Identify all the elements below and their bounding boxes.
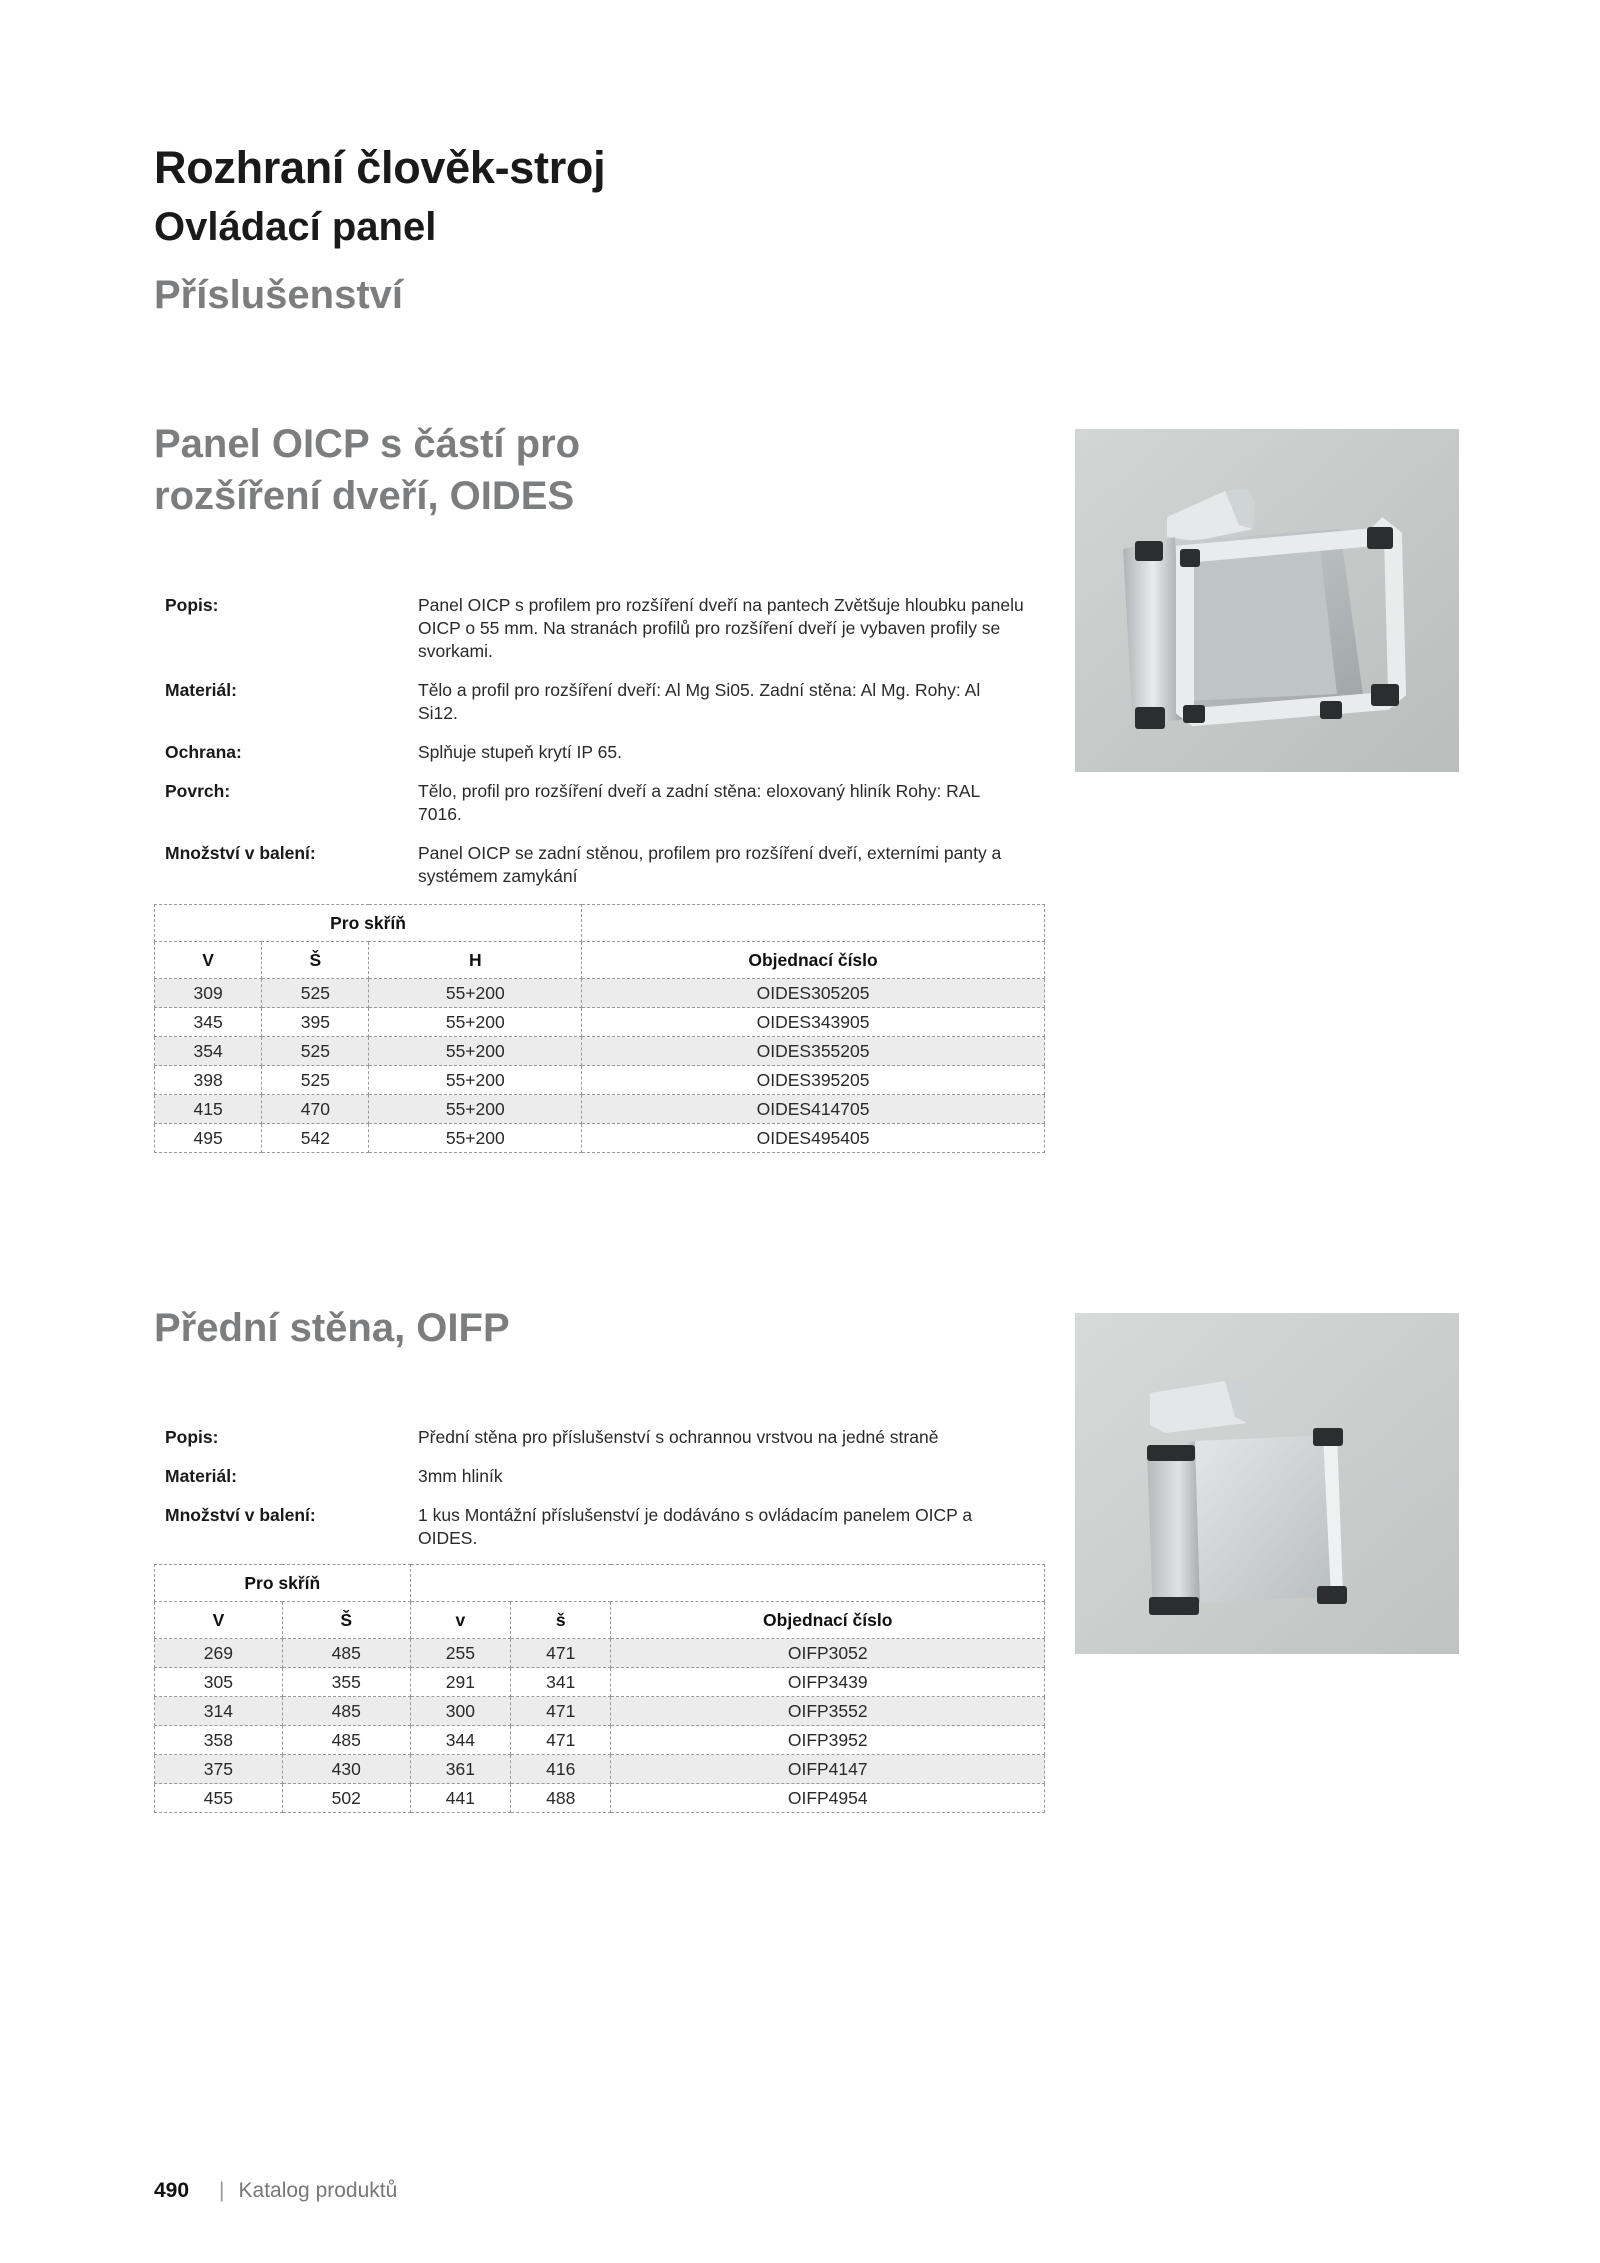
- oides-table: [154, 904, 1045, 1153]
- table-cell: 416: [511, 1755, 611, 1784]
- oifp-panel-illustration: [1075, 1313, 1459, 1654]
- oifp-properties: [154, 1426, 1044, 1566]
- table-cell: 415: [155, 1095, 262, 1124]
- oides-panel-photo: [1075, 429, 1459, 772]
- table-cell: 542: [262, 1124, 369, 1153]
- table-cell: OIFP4147: [611, 1755, 1045, 1784]
- table-cell: 300: [410, 1697, 510, 1726]
- table-cell: 55+200: [369, 1066, 582, 1095]
- table-cell: 345: [155, 1008, 262, 1037]
- property-label: Ochrana:: [165, 742, 242, 762]
- property-row: [154, 594, 1044, 663]
- page-subtitle: Ovládací panel: [154, 205, 437, 249]
- table-cell: 354: [155, 1037, 262, 1066]
- table-row: [155, 1639, 1045, 1668]
- table-cell: 361: [410, 1755, 510, 1784]
- table-group-empty: [410, 1565, 1044, 1602]
- oifp-panel-photo: [1075, 1313, 1459, 1654]
- property-label: Materiál:: [165, 680, 237, 700]
- column-header: Objednací číslo: [582, 942, 1045, 979]
- oides-panel-illustration: [1075, 429, 1459, 772]
- property-value: Tělo, profil pro rozšíření dveří a zadní stěna: eloxovaný hliník Rohy: RAL 7016.: [418, 781, 980, 824]
- table-cell: 495: [155, 1124, 262, 1153]
- property-label: Povrch:: [165, 781, 231, 801]
- property-value: 3mm hliník: [418, 1466, 503, 1486]
- table-cell: 430: [282, 1755, 410, 1784]
- property-row: [154, 679, 1044, 725]
- column-header: Š: [282, 1602, 410, 1639]
- property-row: [154, 780, 1044, 826]
- table-row: [155, 1697, 1045, 1726]
- property-row: [154, 842, 1044, 888]
- table-cell: OIDES395205: [582, 1066, 1045, 1095]
- table-cell: 398: [155, 1066, 262, 1095]
- table-cell: 485: [282, 1639, 410, 1668]
- table-row: [155, 1066, 1045, 1095]
- table-cell: 344: [410, 1726, 510, 1755]
- table-cell: OIDES355205: [582, 1037, 1045, 1066]
- page-category: Příslušenství: [154, 273, 404, 317]
- table-row: [155, 1668, 1045, 1697]
- table-cell: 305: [155, 1668, 283, 1697]
- table-cell: OIFP3552: [611, 1697, 1045, 1726]
- table-cell: 485: [282, 1726, 410, 1755]
- table-cell: 485: [282, 1697, 410, 1726]
- oides-properties: [154, 594, 1044, 904]
- property-row: [154, 1465, 1044, 1488]
- section-title-line: Panel OICP s částí pro: [154, 422, 581, 466]
- table-cell: 355: [282, 1668, 410, 1697]
- table-cell: 55+200: [369, 1037, 582, 1066]
- table-cell: 455: [155, 1784, 283, 1813]
- column-header: Š: [262, 942, 369, 979]
- property-label: Materiál:: [165, 1466, 237, 1486]
- column-header: V: [155, 942, 262, 979]
- property-label: Množství v balení:: [165, 843, 316, 863]
- table-cell: 471: [511, 1697, 611, 1726]
- table-cell: 471: [511, 1639, 611, 1668]
- table-group-header: Pro skříň: [155, 905, 582, 942]
- footer-label: Katalog produktů: [238, 2179, 398, 2202]
- footer-separator: |: [219, 2179, 225, 2202]
- table-cell: 55+200: [369, 979, 582, 1008]
- column-header: š: [511, 1602, 611, 1639]
- property-value: Tělo a profil pro rozšíření dveří: Al Mg Si05. Zadní stěna: Al Mg. Rohy: Al Si12.: [418, 680, 981, 723]
- column-header: V: [155, 1602, 283, 1639]
- table-group-header: Pro skříň: [155, 1565, 411, 1602]
- table-cell: 470: [262, 1095, 369, 1124]
- property-value: Panel OICP s profilem pro rozšíření dveří na pantech Zvětšuje hloubku panelu OICP o 55 mm. Na stranách profilů pro rozšíření dveří je vybaven profily se svorkami.: [418, 595, 1024, 661]
- page-footer: [154, 2179, 397, 2203]
- table-cell: 525: [262, 1066, 369, 1095]
- property-row: [154, 741, 1044, 764]
- table-row: [155, 1095, 1045, 1124]
- section-title-line: rozšíření dveří, OIDES: [154, 474, 575, 518]
- table-row: [155, 1726, 1045, 1755]
- table-cell: 375: [155, 1755, 283, 1784]
- table-cell: 269: [155, 1639, 283, 1668]
- table-cell: 502: [282, 1784, 410, 1813]
- table-cell: 341: [511, 1668, 611, 1697]
- table-cell: 488: [511, 1784, 611, 1813]
- table-cell: OIFP3952: [611, 1726, 1045, 1755]
- table-cell: 55+200: [369, 1008, 582, 1037]
- table-cell: 471: [511, 1726, 611, 1755]
- table-cell: 55+200: [369, 1095, 582, 1124]
- table-cell: OIDES495405: [582, 1124, 1045, 1153]
- table-cell: 314: [155, 1697, 283, 1726]
- table-cell: OIDES305205: [582, 979, 1045, 1008]
- section-title-line: Přední stěna, OIFP: [154, 1306, 510, 1350]
- table-cell: 441: [410, 1784, 510, 1813]
- table-cell: OIFP4954: [611, 1784, 1045, 1813]
- table-row: [155, 1784, 1045, 1813]
- table-cell: OIFP3052: [611, 1639, 1045, 1668]
- property-value: Splňuje stupeň krytí IP 65.: [418, 742, 622, 762]
- table-cell: 525: [262, 1037, 369, 1066]
- column-header: H: [369, 942, 582, 979]
- table-cell: 55+200: [369, 1124, 582, 1153]
- page-number: 490: [154, 2179, 190, 2202]
- table-cell: OIDES343905: [582, 1008, 1045, 1037]
- table-cell: 291: [410, 1668, 510, 1697]
- oifp-table: [154, 1564, 1045, 1813]
- property-row: [154, 1426, 1044, 1449]
- table-row: [155, 1037, 1045, 1066]
- section-title-oides: [154, 418, 580, 522]
- property-value: 1 kus Montážní příslušenství je dodáváno s ovládacím panelem OICP a OIDES.: [418, 1505, 973, 1548]
- table-group-empty: [582, 905, 1045, 942]
- property-label: Popis:: [165, 595, 219, 615]
- table-cell: OIDES414705: [582, 1095, 1045, 1124]
- section-title-oifp: [154, 1302, 510, 1354]
- table-row: [155, 1124, 1045, 1153]
- column-header: v: [410, 1602, 510, 1639]
- table-row: [155, 979, 1045, 1008]
- property-label: Množství v balení:: [165, 1505, 316, 1525]
- column-header: Objednací číslo: [611, 1602, 1045, 1639]
- table-row: [155, 1008, 1045, 1037]
- property-value: Panel OICP se zadní stěnou, profilem pro rozšíření dveří, externími panty a systémem zamykání: [418, 843, 1002, 886]
- table-cell: OIFP3439: [611, 1668, 1045, 1697]
- table-cell: 358: [155, 1726, 283, 1755]
- property-row: [154, 1504, 1044, 1550]
- property-value: Přední stěna pro příslušenství s ochrannou vrstvou na jedné straně: [418, 1427, 939, 1447]
- table-cell: 525: [262, 979, 369, 1008]
- table-cell: 395: [262, 1008, 369, 1037]
- table-row: [155, 1755, 1045, 1784]
- table-cell: 309: [155, 979, 262, 1008]
- table-cell: 255: [410, 1639, 510, 1668]
- page-title: Rozhraní člověk-stroj: [154, 142, 606, 193]
- property-label: Popis:: [165, 1427, 219, 1447]
